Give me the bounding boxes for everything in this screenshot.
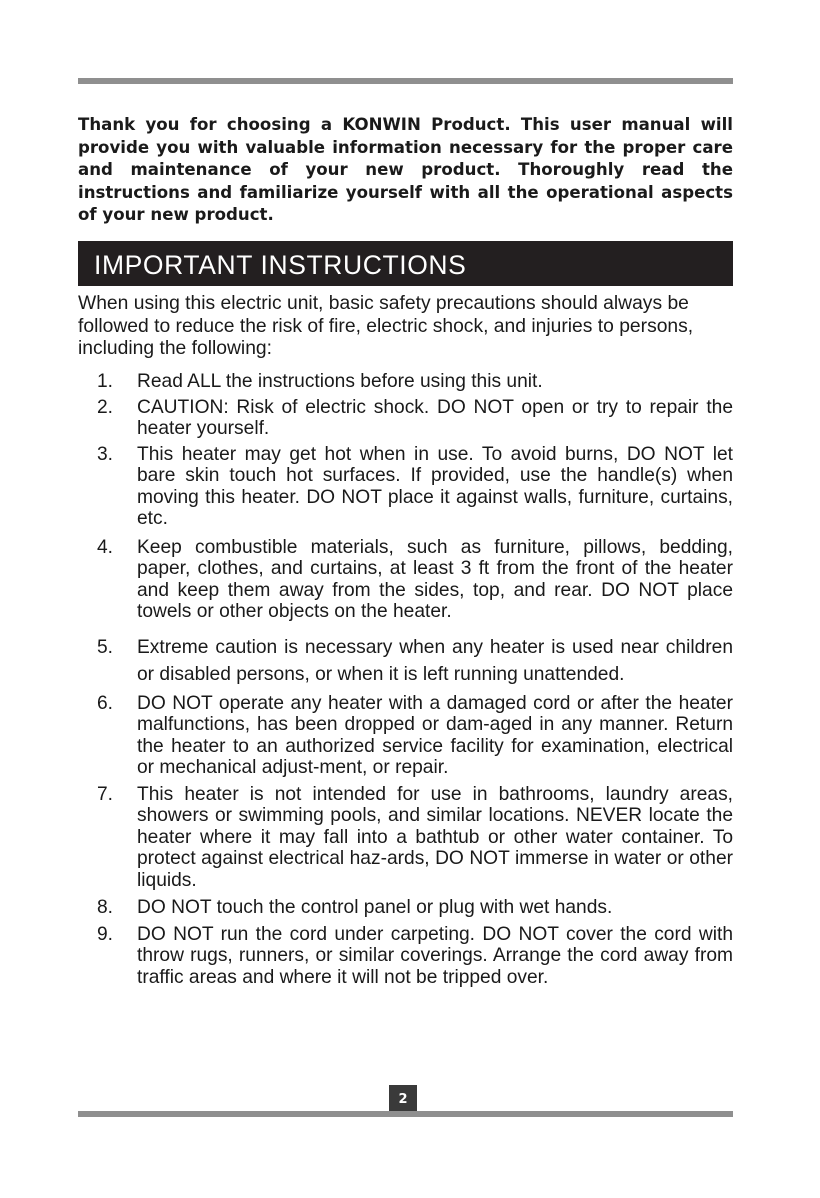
instruction-number: 4. bbox=[97, 536, 114, 558]
instruction-text: This heater is not intended for use in bathrooms, laundry areas, showers or swimming pools, and similar locations. NEVER locate the heater where it may fall into a bathtub or other water container. To protect against electrical haz-ards, DO NOT immerse in water or other liquids. bbox=[137, 783, 733, 891]
top-divider bbox=[78, 78, 733, 84]
instruction-number: 8. bbox=[97, 897, 114, 918]
bottom-divider bbox=[78, 1111, 733, 1117]
instruction-text: CAUTION: Risk of electric shock. DO NOT open or try to repair the heater yourself. bbox=[137, 396, 733, 439]
safety-preamble: When using this electric unit, basic safety precautions should always be followed to reduce the risk of fire, electric shock, and injuries to persons, including the following: bbox=[78, 293, 694, 359]
intro-paragraph: Thank you for choosing a KONWIN Product. This user manual will provide you with valuable information necessary for the proper care and maintenance of your new product. Thoroughly read the instructions and familiarize yourself with all the operational aspects of your new product. bbox=[78, 115, 733, 224]
instruction-number: 3. bbox=[97, 443, 114, 465]
instruction-number: 1. bbox=[97, 371, 114, 392]
instruction-text: DO NOT touch the control panel or plug with wet hands. bbox=[137, 897, 613, 918]
section-title: IMPORTANT INSTRUCTIONS bbox=[94, 250, 467, 281]
instruction-list bbox=[78, 371, 733, 988]
instruction-item bbox=[78, 537, 733, 623]
instruction-number: 2. bbox=[97, 396, 114, 418]
page-number-badge bbox=[389, 1085, 417, 1114]
page-number: 2 bbox=[398, 1092, 408, 1107]
instruction-number: 7. bbox=[97, 783, 114, 805]
instruction-text: DO NOT run the cord under carpeting. DO NOT cover the cord with throw rugs, runners, or similar coverings. Arrange the cord away from traffic areas and where it will not be tripped over. bbox=[137, 923, 733, 988]
instruction-item bbox=[78, 444, 733, 530]
instruction-item bbox=[78, 784, 733, 892]
instruction-number: 9. bbox=[97, 923, 114, 945]
instruction-item bbox=[78, 897, 733, 919]
instruction-item bbox=[78, 634, 733, 689]
instruction-text: Read ALL the instructions before using this unit. bbox=[137, 371, 543, 392]
instruction-number: 5. bbox=[97, 636, 114, 658]
instruction-text: Keep combustible materials, such as furniture, pillows, bedding, paper, clothes, and curtains, at least 3 ft from the front of the heater and keep them away from the sides, top, and rear. DO NOT place towels or other objects on the heater. bbox=[137, 536, 733, 622]
section-banner bbox=[78, 241, 733, 286]
instruction-item bbox=[78, 371, 733, 393]
instruction-text: DO NOT operate any heater with a damaged cord or after the heater malfunctions, has been dropped or dam-aged in any manner. Return the heater to an authorized service facility for examination, electrical or mechanical adjust-ment, or repair. bbox=[137, 692, 733, 778]
instruction-item bbox=[78, 693, 733, 779]
instruction-text: This heater may get hot when in use. To avoid burns, DO NOT let bare skin touch hot surfaces. If provided, use the handle(s) when moving this heater. DO NOT place it against walls, furniture, curtains, etc. bbox=[137, 443, 733, 529]
instruction-number: 6. bbox=[97, 692, 114, 714]
instruction-text: Extreme caution is necessary when any heater is used near children or disabled persons, or when it is left running unattended. bbox=[137, 636, 733, 685]
instruction-item bbox=[78, 397, 733, 440]
instruction-item bbox=[78, 924, 733, 989]
